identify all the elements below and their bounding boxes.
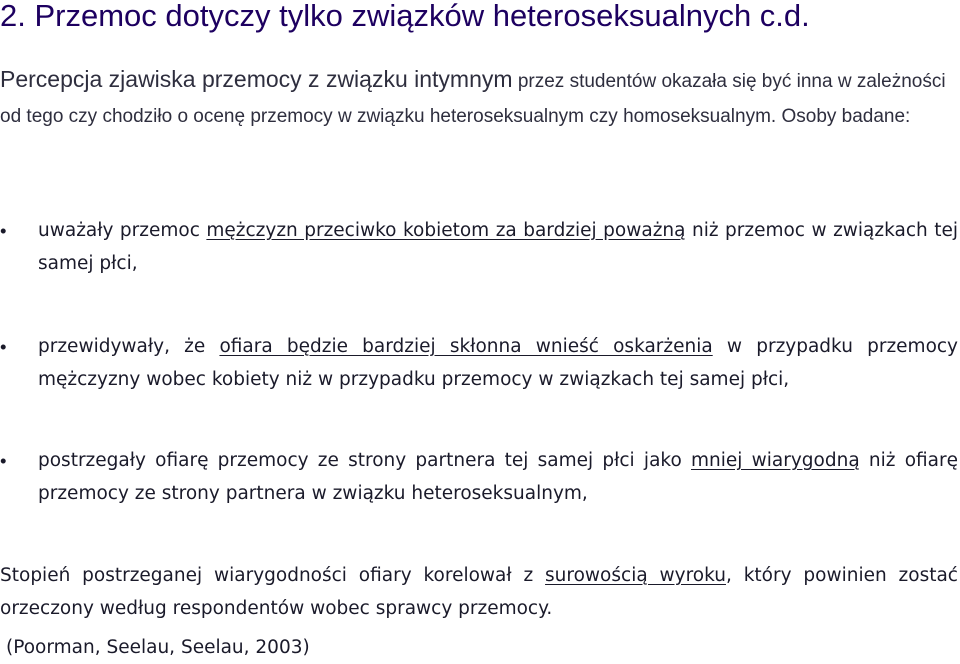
bullet-item [0,214,958,280]
bullet-text-post: w przypadku przemocy mężczyzny wobec kobiety niż w przypadku przemocy w związkach tej samej płci, [38,336,959,390]
bullet-text [38,444,958,510]
bullet-marker: • [0,450,7,471]
bullet-text-pre: przewidywały, że [38,336,220,357]
conclusion-pre: Stopień postrzeganej wiarygodności ofiary korelował z [0,565,546,586]
bullet-text [38,330,958,396]
citation: (Poorman, Seelau, Seelau, 2003) [6,637,310,658]
bullet-text [38,214,958,280]
bullet-text-post: niż ofiarę przemocy ze strony partnera w związku heteroseksualnym, [38,450,958,504]
bullet-text-pre: postrzegały ofiarę przemocy ze strony partnera tej samej płci jako [38,450,691,471]
bullet-text-post: niż przemoc w związkach tej samej płci, [38,220,958,274]
bullet-text-pre: uważały przemoc [38,220,207,241]
bullet-item [0,444,958,510]
conclusion-paragraph [0,559,958,625]
conclusion-post: , który powinien zostać orzeczony według respondentów wobec sprawcy przemocy. [0,565,958,619]
bullet-text-emphasis: mężczyzn przeciwko kobietom za bardziej poważną [206,220,686,241]
slide-title: 2. Przemoc dotyczy tylko związków heteroseksualnych c.d. [0,0,810,33]
bullet-text-emphasis: mniej wiarygodną [691,450,860,471]
bullet-text-emphasis: ofiara będzie bardziej skłonna wnieść oskarżenia [219,336,713,357]
intro-paragraph [0,62,958,134]
conclusion-emphasis: surowością wyroku [545,565,726,586]
intro-lead: Percepcja zjawiska przemocy z związku intymnym [0,66,513,92]
bullet-item [0,330,958,396]
bullet-marker: • [0,220,7,241]
bullet-marker: • [0,336,7,357]
intro-rest: przez studentów okazała się być inna w zależności od tego czy chodziło o ocenę przemocy w związku heteroseksualnym czy homoseksualnym. Osoby badane: [0,71,946,127]
